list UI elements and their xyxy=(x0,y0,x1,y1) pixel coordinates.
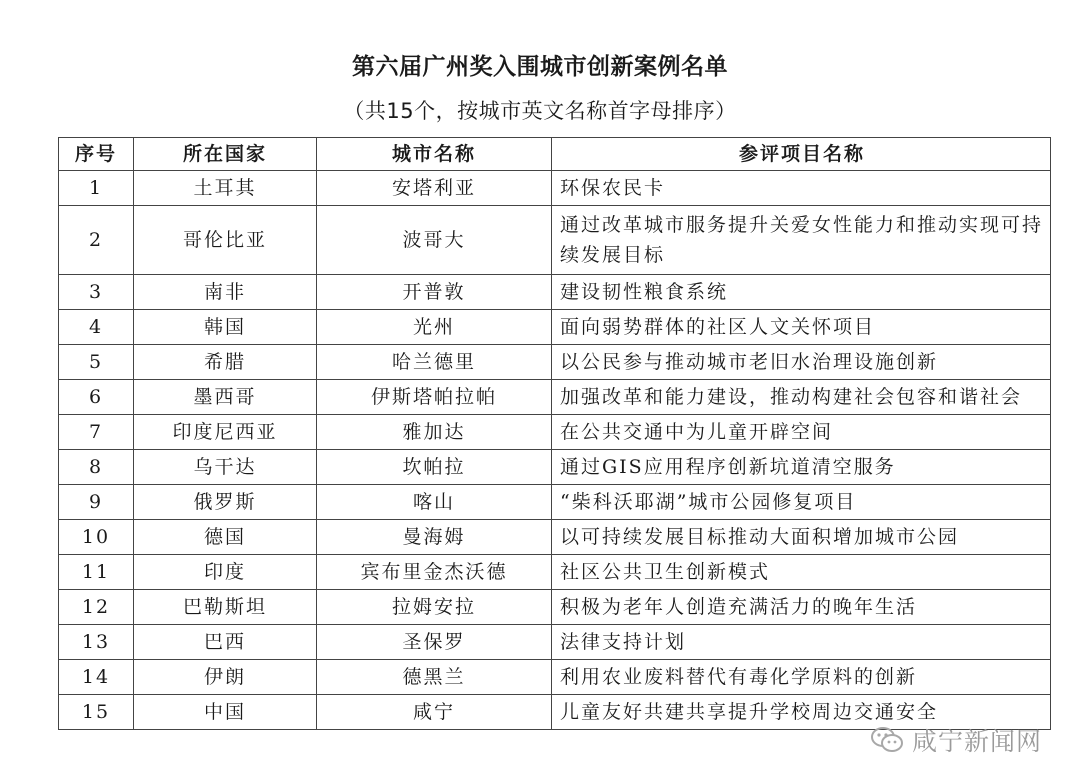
cell-city: 喀山 xyxy=(317,485,552,520)
cell-city: 波哥大 xyxy=(317,206,552,275)
cell-country: 德国 xyxy=(134,520,317,555)
cell-project: “柴科沃耶湖”城市公园修复项目 xyxy=(552,485,1051,520)
cell-country: 乌干达 xyxy=(134,450,317,485)
table-row xyxy=(59,590,1051,625)
cell-project: 法律支持计划 xyxy=(552,625,1051,660)
table-row xyxy=(59,171,1051,206)
cell-city: 拉姆安拉 xyxy=(317,590,552,625)
cell-project: 通过改革城市服务提升关爱女性能力和推动实现可持续发展目标 xyxy=(552,206,1051,275)
cell-country: 巴西 xyxy=(134,625,317,660)
cell-no: 10 xyxy=(59,520,134,555)
cell-city: 哈兰德里 xyxy=(317,345,552,380)
cell-city: 伊斯塔帕拉帕 xyxy=(317,380,552,415)
cell-country: 中国 xyxy=(134,695,317,730)
cell-country: 土耳其 xyxy=(134,171,317,206)
cell-no: 8 xyxy=(59,450,134,485)
cell-no: 11 xyxy=(59,555,134,590)
cell-no: 6 xyxy=(59,380,134,415)
table-row xyxy=(59,415,1051,450)
table-row xyxy=(59,450,1051,485)
table-row xyxy=(59,485,1051,520)
cell-project: 积极为老年人创造充满活力的晚年生活 xyxy=(552,590,1051,625)
table-body xyxy=(59,171,1051,730)
cell-city: 开普敦 xyxy=(317,275,552,310)
cell-project: 儿童友好共建共享提升学校周边交通安全 xyxy=(552,695,1051,730)
cell-country: 俄罗斯 xyxy=(134,485,317,520)
table-row xyxy=(59,345,1051,380)
cell-no: 7 xyxy=(59,415,134,450)
cell-country: 希腊 xyxy=(134,345,317,380)
cell-project: 社区公共卫生创新模式 xyxy=(552,555,1051,590)
watermark xyxy=(870,722,1042,758)
cell-project: 环保农民卡 xyxy=(552,171,1051,206)
cell-city: 宾布里金杰沃德 xyxy=(317,555,552,590)
cell-no: 1 xyxy=(59,171,134,206)
table-row xyxy=(59,380,1051,415)
table-header-row xyxy=(59,138,1051,171)
cell-project: 在公共交通中为儿童开辟空间 xyxy=(552,415,1051,450)
table-row xyxy=(59,206,1051,275)
cell-project: 以公民参与推动城市老旧水治理设施创新 xyxy=(552,345,1051,380)
document-title: 第六届广州奖入围城市创新案例名单 xyxy=(352,54,728,80)
cell-city: 坎帕拉 xyxy=(317,450,552,485)
table-row xyxy=(59,310,1051,345)
cell-city: 曼海姆 xyxy=(317,520,552,555)
table-row xyxy=(59,625,1051,660)
table-row xyxy=(59,275,1051,310)
cell-country: 印度 xyxy=(134,555,317,590)
cell-city: 咸宁 xyxy=(317,695,552,730)
cell-no: 15 xyxy=(59,695,134,730)
cell-no: 9 xyxy=(59,485,134,520)
table-row xyxy=(59,520,1051,555)
cell-country: 墨西哥 xyxy=(134,380,317,415)
cell-city: 雅加达 xyxy=(317,415,552,450)
cell-country: 印度尼西亚 xyxy=(134,415,317,450)
cell-city: 德黑兰 xyxy=(317,660,552,695)
header-country: 所在国家 xyxy=(134,138,317,171)
cell-no: 4 xyxy=(59,310,134,345)
header-project: 参评项目名称 xyxy=(552,138,1051,171)
cell-country: 巴勒斯坦 xyxy=(134,590,317,625)
cell-no: 3 xyxy=(59,275,134,310)
watermark-text: 咸宁新闻网 xyxy=(911,727,1042,756)
cell-no: 5 xyxy=(59,345,134,380)
cell-city: 光州 xyxy=(317,310,552,345)
cell-project: 通过GIS应用程序创新坑道清空服务 xyxy=(552,450,1051,485)
cell-city: 安塔利亚 xyxy=(317,171,552,206)
cell-project: 以可持续发展目标推动大面积增加城市公园 xyxy=(552,520,1051,555)
cell-country: 伊朗 xyxy=(134,660,317,695)
header-city: 城市名称 xyxy=(317,138,552,171)
cell-project: 面向弱势群体的社区人文关怀项目 xyxy=(552,310,1051,345)
cell-no: 13 xyxy=(59,625,134,660)
cell-project: 利用农业废料替代有毒化学原料的创新 xyxy=(552,660,1051,695)
wechat-icon xyxy=(870,726,904,754)
cell-no: 12 xyxy=(59,590,134,625)
header-no: 序号 xyxy=(59,138,134,171)
cell-country: 韩国 xyxy=(134,310,317,345)
cell-no: 2 xyxy=(59,206,134,275)
cell-project: 加强改革和能力建设，推动构建社会包容和谐社会 xyxy=(552,380,1051,415)
table-row xyxy=(59,660,1051,695)
cell-project: 建设韧性粮食系统 xyxy=(552,275,1051,310)
cell-country: 哥伦比亚 xyxy=(134,206,317,275)
table-row xyxy=(59,555,1051,590)
cases-table xyxy=(58,137,1051,730)
document-subtitle: （共15个，按城市英文名称首字母排序） xyxy=(343,99,737,123)
cell-city: 圣保罗 xyxy=(317,625,552,660)
cell-no: 14 xyxy=(59,660,134,695)
cell-country: 南非 xyxy=(134,275,317,310)
